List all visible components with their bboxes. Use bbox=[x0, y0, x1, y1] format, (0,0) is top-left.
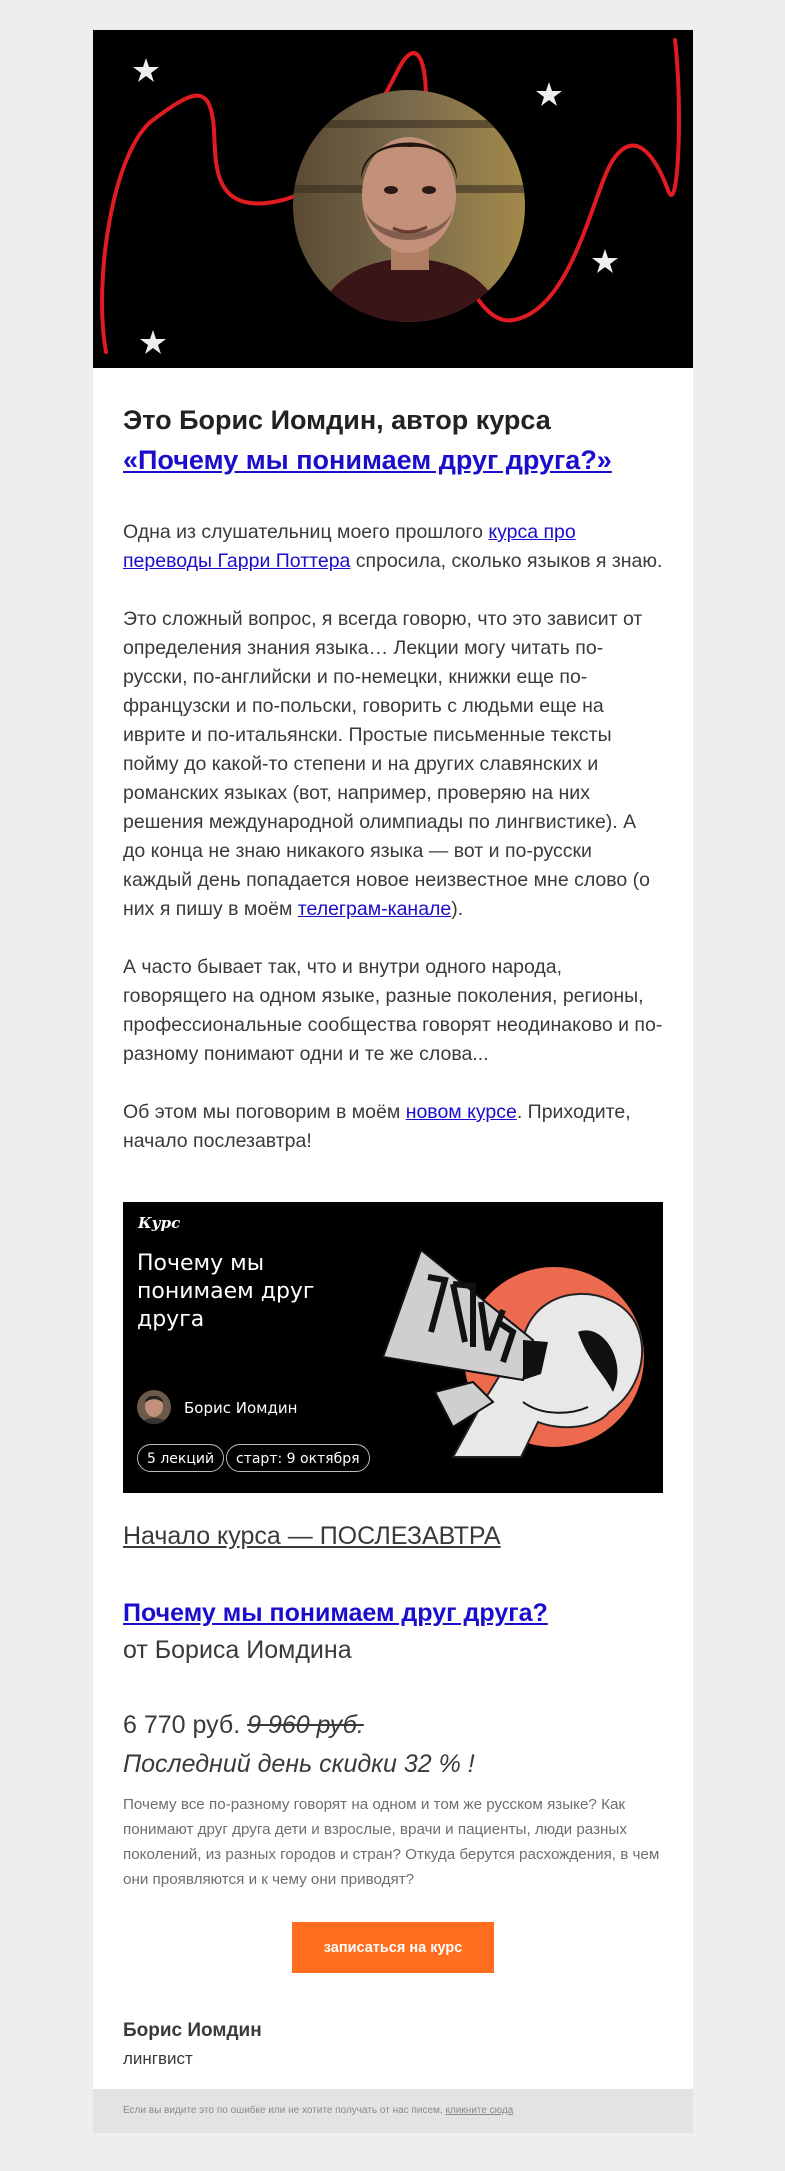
course-start-notice[interactable]: Начало курса — ПОСЛЕЗАВТРА bbox=[123, 1522, 501, 1550]
heading-line: Это Борис Иомдин, автор курса bbox=[123, 405, 551, 435]
course-banner[interactable] bbox=[123, 1202, 663, 1493]
main-heading bbox=[123, 368, 663, 480]
star-icon bbox=[140, 330, 166, 354]
banner-brand: Курс bbox=[138, 1214, 181, 1232]
lectures-pill: 5 лекций bbox=[137, 1444, 224, 1472]
author-photo bbox=[293, 90, 525, 322]
discount-notice: Последний день скидки 32 % ! bbox=[123, 1750, 475, 1778]
paragraph-3: А часто бывает так, что и внутри одного народа, говорящего на одном языке, разные поколения, регионы, профессиональные сообщества говорят неодинаково и по-разному понимают одни и те же слова... bbox=[123, 956, 663, 1065]
course-author: от Бориса Иомдина bbox=[123, 1636, 352, 1664]
footer-text: Если вы видите это по ошибке или не хотите получать от нас писем, bbox=[123, 2105, 446, 2116]
text: Одна из слушательниц моего прошлого bbox=[123, 521, 489, 543]
telegram-channel-link[interactable]: телеграм-канале bbox=[297, 898, 452, 920]
course-description: Почему все по-разному говорят на одном и том же русском языке? Как понимают друг друга дети и взрослые, врачи и пациенты, люди разных поколений, из разных городов и стран? Откуда берутся расхождения, в чем они проявляются и к чему они приводят? bbox=[123, 1796, 660, 1888]
text: Об этом мы поговорим в моём bbox=[123, 1101, 406, 1123]
harry-potter-course-link[interactable]: курса про переводы Гарри Поттера bbox=[123, 521, 576, 572]
banner-title bbox=[137, 1250, 314, 1334]
paragraph-1 bbox=[123, 518, 663, 576]
star-icon bbox=[536, 82, 562, 106]
banner-title-line: Почему мы bbox=[137, 1251, 265, 1276]
text: . Приходите, начало послезавтра! bbox=[123, 1101, 631, 1152]
course-title-link[interactable]: «Почему мы понимаем друг друга?» bbox=[123, 445, 612, 475]
signature-name: Борис Иомдин bbox=[123, 2020, 262, 2041]
paragraph-2 bbox=[123, 605, 663, 924]
course-title-link-2[interactable]: Почему мы понимаем друг друга? bbox=[123, 1599, 548, 1627]
price-new: 6 770 руб. bbox=[123, 1711, 241, 1739]
text: спросила, сколько языков я знаю. bbox=[350, 550, 663, 572]
price-old: 9 960 руб. bbox=[247, 1711, 364, 1739]
signature-role: лингвист bbox=[123, 2049, 193, 2068]
unsubscribe-link[interactable]: кликните сюда bbox=[445, 2105, 514, 2116]
footer bbox=[93, 2089, 693, 2133]
text: Это сложный вопрос, я всегда говорю, что это зависит от определения знания языка… Лекции могу читать по-русски, по-английски и по-немецки, книжки еще по-французски и по-польски, говорить с людьми еще на иврите и по-итальянски. Простые письменные тексты пойму до какой-то степени и на других славянских и романских языках (вот, например, проверяю на них решения международной олимпиады по лингвистике). А до конца не знаю никакого языка — вот и по-русски каждый день попадается новое неизвестное мне слово (о них я пишу в моём bbox=[123, 608, 651, 920]
banner-avatar bbox=[137, 1390, 171, 1424]
new-course-link[interactable]: новом курсе bbox=[405, 1101, 517, 1123]
star-icon bbox=[592, 249, 618, 273]
price bbox=[123, 1706, 663, 1744]
banner-title-line: друга bbox=[137, 1307, 205, 1332]
start-date-pill: старт: 9 октября bbox=[226, 1444, 370, 1472]
hero-image bbox=[93, 30, 693, 368]
banner-title-line: понимаем друг bbox=[137, 1279, 315, 1304]
banner-author: Борис Иомдин bbox=[184, 1399, 298, 1417]
enroll-button[interactable]: записаться на курс bbox=[292, 1922, 494, 1973]
megaphone-illustration bbox=[373, 1222, 663, 1493]
text: ). bbox=[451, 898, 464, 920]
email-card bbox=[93, 30, 693, 2133]
star-icon bbox=[133, 58, 159, 82]
paragraph-4 bbox=[123, 1098, 663, 1156]
